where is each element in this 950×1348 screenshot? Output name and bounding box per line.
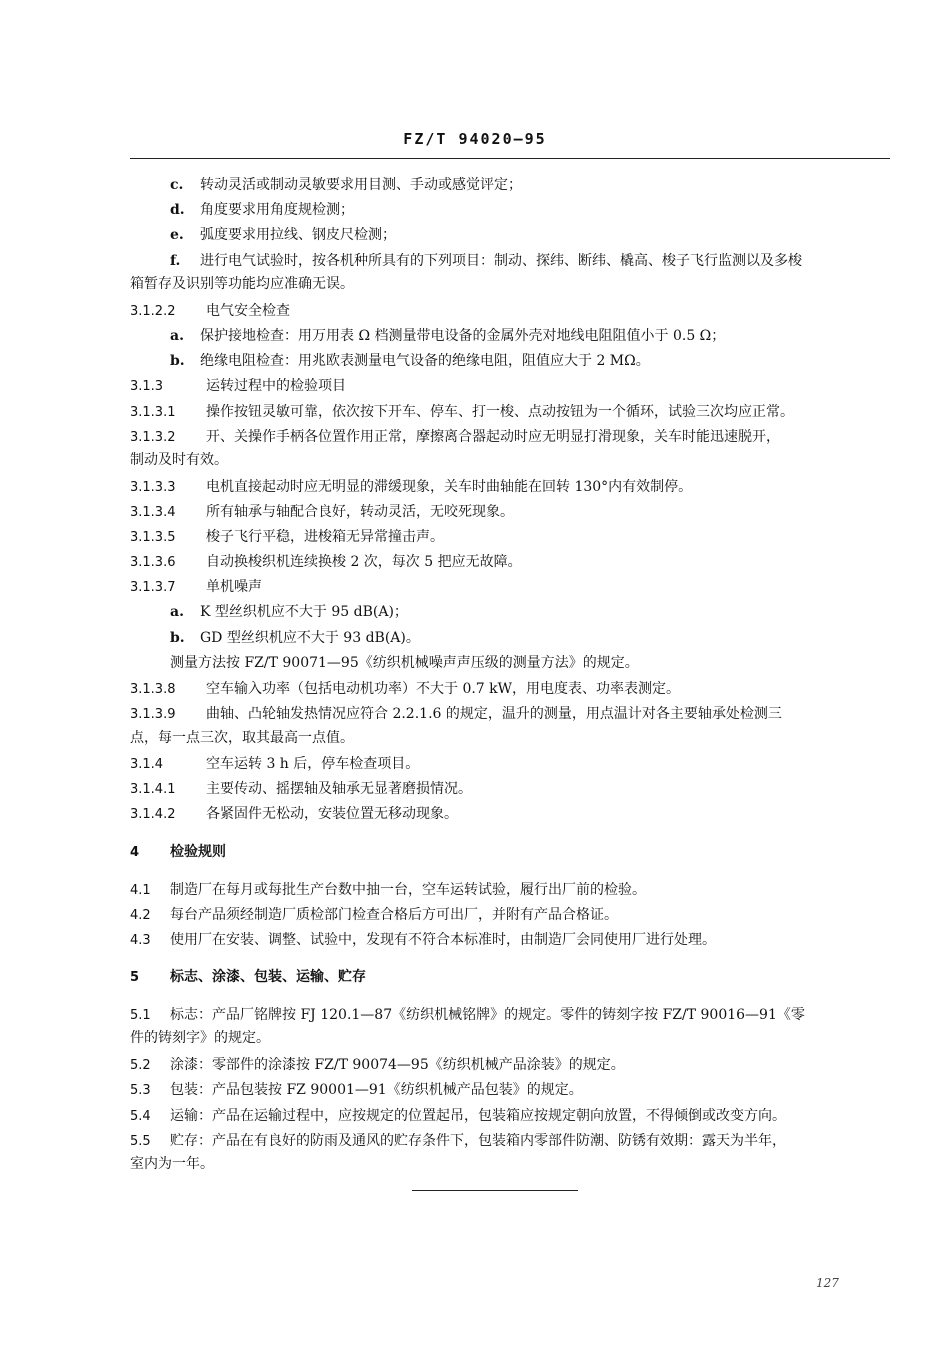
item-tag: d. <box>170 202 185 218</box>
clause-3-1-3-2-continued: 制动及时有效。 <box>130 452 228 468</box>
item-text: 弧度要求用拉线、钢皮尺检测； <box>200 227 396 243</box>
clause-text: 空车输入功率（包括电动机功率）不大于 0.7 kW，用电度表、功率表测定。 <box>206 681 681 697</box>
clause-text: 曲轴、凸轮轴发热情况应符合 2.2.1.6 的规定，温升的测量，用点温计对各主要轴承处检测三 <box>206 706 782 722</box>
clause-number: 3.1.2.2 <box>130 304 176 319</box>
clause-number: 4.2 <box>130 908 151 923</box>
item-tag: b. <box>170 630 185 646</box>
item-tag: a. <box>170 328 184 344</box>
item-e <box>170 226 396 244</box>
page-number: 127 <box>816 1276 839 1290</box>
clause-3-1-3-4 <box>130 503 514 521</box>
clause-text: 运转过程中的检验项目 <box>206 378 346 394</box>
clause-3-1-4-2 <box>130 805 458 823</box>
clause-number: 3.1.3.3 <box>130 480 176 495</box>
clause-5-4 <box>130 1107 786 1125</box>
clause-5-1-continued: 件的铸刻字》的规定。 <box>130 1030 270 1046</box>
item-a-noise-k <box>170 603 408 621</box>
clause-3-1-3-3 <box>130 478 692 496</box>
clause-number: 3.1.3.7 <box>130 580 176 595</box>
item-text: K 型丝织机应不大于 95 dB(A)； <box>200 604 408 620</box>
clause-3-1-4-1 <box>130 780 472 798</box>
end-rule <box>412 1190 578 1191</box>
standard-code-header: FZ/T 94020—95 <box>403 130 547 148</box>
item-tag: f. <box>170 253 181 269</box>
clause-number: 3.1.3.2 <box>130 430 176 445</box>
item-text: 保护接地检查：用万用表 Ω 档测量带电设备的金属外壳对地线电阻阻值小于 0.5 Ω； <box>200 328 726 344</box>
clause-text: 每台产品须经制造厂质检部门检查合格后方可出厂，并附有产品合格证。 <box>170 907 618 923</box>
clause-number: 4.1 <box>130 883 151 898</box>
clause-3-1-3-2 <box>130 428 780 446</box>
clause-text: 梭子飞行平稳，进梭箱无异常撞击声。 <box>206 529 444 545</box>
section-number: 4 <box>130 845 140 860</box>
clause-text: 包装：产品包装按 FZ 90001—91《纺织机械产品包装》的规定。 <box>170 1082 583 1098</box>
clause-number: 3.1.3 <box>130 379 164 394</box>
clause-number: 3.1.3.8 <box>130 682 176 697</box>
clause-4-3 <box>130 931 716 949</box>
clause-3-1-3-7 <box>130 578 262 596</box>
item-text: GD 型丝织机应不大于 93 dB(A)。 <box>200 630 420 646</box>
clause-3-1-3-9-continued: 点，每一点三次，取其最高一点值。 <box>130 730 354 746</box>
clause-4-1 <box>130 881 646 899</box>
item-tag: c. <box>170 177 184 193</box>
measurement-method: 测量方法按 FZ/T 90071—95《纺织机械噪声声压级的测量方法》的规定。 <box>170 655 639 671</box>
clause-number: 3.1.3.1 <box>130 405 176 420</box>
item-b-insulation <box>170 352 650 370</box>
clause-text: 使用厂在安装、调整、试验中，发现有不符合本标准时，由制造厂会同使用厂进行处理。 <box>170 932 716 948</box>
section-number: 5 <box>130 970 140 985</box>
clause-number: 5.4 <box>130 1109 151 1124</box>
clause-4-2 <box>130 906 618 924</box>
item-b-noise-gd <box>170 629 420 647</box>
clause-number: 5.1 <box>130 1008 151 1023</box>
clause-5-3 <box>130 1081 583 1099</box>
clause-text: 操作按钮灵敏可靠，依次按下开车、停车、打一梭、点动按钮为一个循环，试验三次均应正常。 <box>206 404 794 420</box>
item-tag: b. <box>170 353 185 369</box>
clause-text: 自动换梭织机连续换梭 2 次，每次 5 把应无故障。 <box>206 554 522 570</box>
clause-number: 3.1.3.5 <box>130 530 176 545</box>
item-f <box>170 252 802 270</box>
item-f-continued: 箱暂存及识别等功能均应准确无误。 <box>130 276 354 292</box>
clause-number: 4.3 <box>130 933 151 948</box>
clause-text: 主要传动、摇摆轴及轴承无显著磨损情况。 <box>206 781 472 797</box>
clause-text: 标志：产品厂铭牌按 FJ 120.1—87《纺织机械铭牌》的规定。零件的铸刻字按 FZ/T 90016—91《零 <box>170 1007 805 1023</box>
clause-number: 3.1.4.2 <box>130 807 176 822</box>
clause-number: 5.5 <box>130 1134 151 1149</box>
clause-text: 单机噪声 <box>206 579 262 595</box>
clause-number: 3.1.4.1 <box>130 782 176 797</box>
clause-number: 3.1.3.4 <box>130 505 176 520</box>
item-text: 绝缘电阻检查：用兆欧表测量电气设备的绝缘电阻，阻值应大于 2 MΩ。 <box>200 353 650 369</box>
clause-text: 所有轴承与轴配合良好，转动灵活，无咬死现象。 <box>206 504 514 520</box>
clause-number: 5.3 <box>130 1083 151 1098</box>
item-c <box>170 176 522 194</box>
clause-text: 运输：产品在运输过程中，应按规定的位置起吊，包装箱应按规定朝向放置，不得倾倒或改变方向。 <box>170 1108 786 1124</box>
section-4-heading <box>130 843 226 861</box>
clause-3-1-4 <box>130 755 419 773</box>
clause-number: 3.1.4 <box>130 757 164 772</box>
item-text: 角度要求用角度规检测； <box>200 202 354 218</box>
clause-number: 3.1.3.9 <box>130 707 176 722</box>
clause-3-1-3-9 <box>130 705 782 723</box>
clause-3-1-2-2 <box>130 302 290 320</box>
clause-text: 各紧固件无松动，安装位置无移动现象。 <box>206 806 458 822</box>
item-text: 转动灵活或制动灵敏要求用目测、手动或感觉评定； <box>200 177 522 193</box>
clause-text: 贮存：产品在有良好的防雨及通风的贮存条件下，包装箱内零部件防潮、防锈有效期：露天为半年， <box>170 1133 786 1149</box>
clause-3-1-3-8 <box>130 680 680 698</box>
item-tag: a. <box>170 604 184 620</box>
section-5-heading <box>130 968 366 986</box>
clause-3-1-3 <box>130 377 346 395</box>
section-title: 标志、涂漆、包装、运输、贮存 <box>170 969 366 985</box>
clause-5-1 <box>130 1006 805 1024</box>
clause-text: 制造厂在每月或每批生产台数中抽一台，空车运转试验，履行出厂前的检验。 <box>170 882 646 898</box>
clause-text: 涂漆：零部件的涂漆按 FZ/T 90074—95《纺织机械产品涂装》的规定。 <box>170 1057 625 1073</box>
clause-3-1-3-1 <box>130 403 794 421</box>
item-text: 进行电气试验时，按各机种所具有的下列项目：制动、探纬、断纬、橇高、梭子飞行监测以及多梭 <box>200 253 802 269</box>
clause-text: 开、关操作手柄各位置作用正常，摩擦离合器起动时应无明显打滑现象，关车时能迅速脱开， <box>206 429 780 445</box>
clause-3-1-3-5 <box>130 528 444 546</box>
clause-3-1-3-6 <box>130 553 522 571</box>
item-a-grounding <box>170 327 725 345</box>
header-rule <box>130 158 890 159</box>
section-title: 检验规则 <box>170 844 226 860</box>
clause-text: 电机直接起动时应无明显的滞缓现象，关车时曲轴能在回转 130°内有效制停。 <box>206 479 693 495</box>
clause-5-5-continued: 室内为一年。 <box>130 1156 214 1172</box>
clause-number: 5.2 <box>130 1058 151 1073</box>
clause-5-2 <box>130 1056 625 1074</box>
item-d <box>170 201 354 219</box>
item-tag: e. <box>170 227 184 243</box>
clause-5-5 <box>130 1132 786 1150</box>
clause-text: 空车运转 3 h 后，停车检查项目。 <box>206 756 420 772</box>
clause-number: 3.1.3.6 <box>130 555 176 570</box>
clause-text: 电气安全检查 <box>206 303 290 319</box>
